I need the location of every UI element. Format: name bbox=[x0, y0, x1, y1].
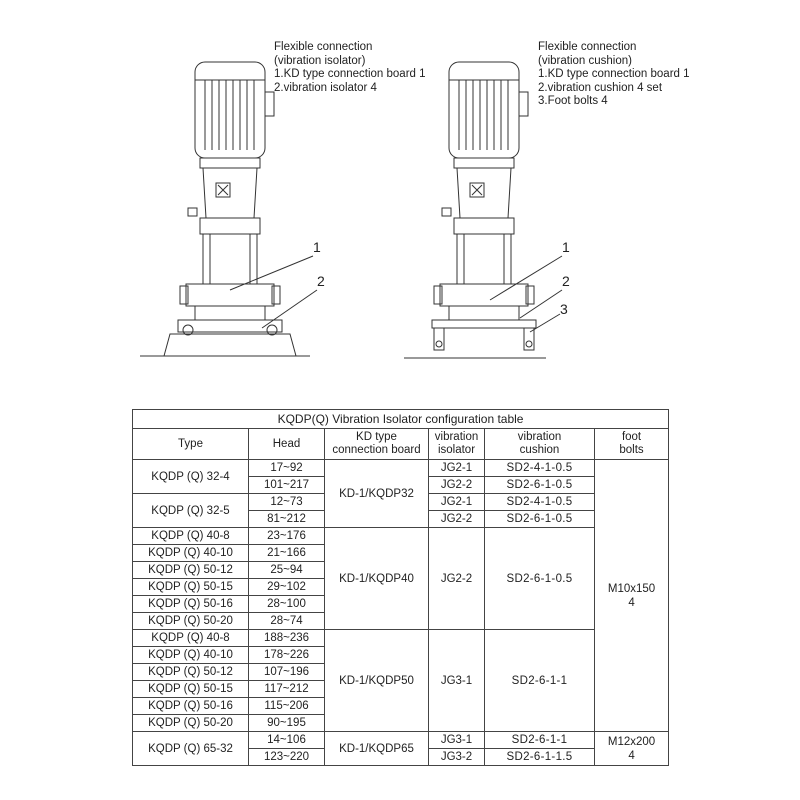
type-cell: KQDP (Q) 32-4 bbox=[133, 460, 249, 494]
head-cell: 90~195 bbox=[249, 715, 325, 732]
right-caption-title: Flexible connection bbox=[538, 41, 637, 53]
type-cell: KQDP (Q) 50-15 bbox=[133, 681, 249, 698]
left-callout-label: 1 bbox=[313, 239, 321, 255]
head-cell: 123~220 bbox=[249, 749, 325, 766]
right-callout-label: 2 bbox=[562, 273, 570, 289]
right-caption-subtitle: (vibration cushion) bbox=[538, 54, 632, 67]
head-cell: 115~206 bbox=[249, 698, 325, 715]
type-cell: KQDP (Q) 40-10 bbox=[133, 545, 249, 562]
head-cell: 25~94 bbox=[249, 562, 325, 579]
bolts-size: M10x150 bbox=[607, 582, 656, 595]
head-cell: 107~196 bbox=[249, 664, 325, 681]
header-line: isolator bbox=[437, 444, 476, 456]
column-header-head: Head bbox=[249, 429, 325, 460]
header-line: connection board bbox=[332, 444, 421, 456]
head-cell: 117~212 bbox=[249, 681, 325, 698]
head-cell: 12~73 bbox=[249, 494, 325, 511]
head-cell: 17~92 bbox=[249, 460, 325, 477]
type-cell: KQDP (Q) 40-8 bbox=[133, 528, 249, 545]
left-caption-title: Flexible connection bbox=[274, 41, 373, 53]
cushion-cell: SD2-6-1-1 bbox=[485, 630, 595, 732]
kd-cell: KD-1/KQDP32 bbox=[325, 460, 429, 528]
isolator-cell: JG2-1 bbox=[429, 460, 485, 477]
left-pump-drawing bbox=[140, 62, 317, 356]
type-cell: KQDP (Q) 40-10 bbox=[133, 647, 249, 664]
right-callout-label: 3 bbox=[560, 301, 568, 317]
cushion-cell: SD2-6-1-1 bbox=[485, 732, 595, 749]
isolator-cell: JG2-2 bbox=[429, 528, 485, 630]
right-caption-item: 3.Foot bolts 4 bbox=[538, 95, 608, 107]
table-title-row bbox=[133, 410, 669, 429]
kd-cell: KD-1/KQDP40 bbox=[325, 528, 429, 630]
isolator-cell: JG2-2 bbox=[429, 511, 485, 528]
head-cell: 81~212 bbox=[249, 511, 325, 528]
head-cell: 188~236 bbox=[249, 630, 325, 647]
cushion-cell: SD2-6-1-0.5 bbox=[485, 528, 595, 630]
isolator-cell: JG3-1 bbox=[429, 630, 485, 732]
head-cell: 29~102 bbox=[249, 579, 325, 596]
cushion-cell: SD2-6-1-0.5 bbox=[485, 511, 595, 528]
type-cell: KQDP (Q) 65-32 bbox=[133, 732, 249, 766]
column-header-isolator bbox=[429, 429, 485, 460]
column-header-cushion bbox=[485, 429, 595, 460]
isolator-cell: JG2-2 bbox=[429, 477, 485, 494]
head-cell: 21~166 bbox=[249, 545, 325, 562]
table-row bbox=[133, 630, 669, 647]
bolts-count: 4 bbox=[628, 596, 635, 609]
header-line: cushion bbox=[519, 444, 560, 456]
head-cell: 28~74 bbox=[249, 613, 325, 630]
type-cell: KQDP (Q) 50-12 bbox=[133, 664, 249, 681]
bolts-cell bbox=[595, 732, 669, 766]
head-cell: 23~176 bbox=[249, 528, 325, 545]
type-cell: KQDP (Q) 50-20 bbox=[133, 613, 249, 630]
head-cell: 28~100 bbox=[249, 596, 325, 613]
table-row bbox=[133, 732, 669, 749]
left-caption-item: 2.vibration isolator 4 bbox=[274, 81, 377, 94]
type-cell: KQDP (Q) 50-12 bbox=[133, 562, 249, 579]
isolator-cell: JG3-1 bbox=[429, 732, 485, 749]
cushion-cell: SD2-6-1-1.5 bbox=[485, 749, 595, 766]
column-header-bolts bbox=[595, 429, 669, 460]
table-title: KQDP(Q) Vibration Isolator configuration table bbox=[133, 410, 669, 429]
header-line: foot bbox=[621, 431, 642, 443]
left-caption-item: 1.KD type connection board 1 bbox=[274, 68, 426, 80]
header-line: KD type bbox=[356, 431, 397, 443]
table-row bbox=[133, 528, 669, 545]
type-cell: KQDP (Q) 50-20 bbox=[133, 715, 249, 732]
table-header-row bbox=[133, 429, 669, 460]
kd-cell: KD-1/KQDP50 bbox=[325, 630, 429, 732]
right-callout-label: 1 bbox=[562, 239, 570, 255]
kd-cell: KD-1/KQDP65 bbox=[325, 732, 429, 766]
bolts-count: 4 bbox=[628, 749, 635, 762]
vibration-isolator-config-table bbox=[132, 409, 669, 766]
head-cell: 14~106 bbox=[249, 732, 325, 749]
cushion-cell: SD2-6-1-0.5 bbox=[485, 477, 595, 494]
type-cell: KQDP (Q) 40-8 bbox=[133, 630, 249, 647]
right-caption-item: 1.KD type connection board 1 bbox=[538, 68, 690, 80]
head-cell: 101~217 bbox=[249, 477, 325, 494]
bolts-size: M12x200 bbox=[607, 735, 656, 748]
bolts-cell bbox=[595, 460, 669, 732]
type-cell: KQDP (Q) 50-16 bbox=[133, 596, 249, 613]
right-pump-drawing bbox=[404, 62, 562, 358]
cushion-cell: SD2-4-1-0.5 bbox=[485, 494, 595, 511]
column-header-type: Type bbox=[133, 429, 249, 460]
type-cell: KQDP (Q) 50-16 bbox=[133, 698, 249, 715]
left-callout-label: 2 bbox=[317, 273, 325, 289]
column-header-kd bbox=[325, 429, 429, 460]
cushion-cell: SD2-4-1-0.5 bbox=[485, 460, 595, 477]
table-row bbox=[133, 460, 669, 477]
header-line: bolts bbox=[619, 444, 644, 456]
isolator-cell: JG3-2 bbox=[429, 749, 485, 766]
left-caption-subtitle: (vibration isolator) bbox=[274, 54, 366, 67]
type-cell: KQDP (Q) 50-15 bbox=[133, 579, 249, 596]
type-cell: KQDP (Q) 32-5 bbox=[133, 494, 249, 528]
head-cell: 178~226 bbox=[249, 647, 325, 664]
isolator-cell: JG2-1 bbox=[429, 494, 485, 511]
right-caption-item: 2.vibration cushion 4 set bbox=[538, 81, 663, 94]
header-line: vibration bbox=[517, 431, 562, 443]
header-line: vibration bbox=[434, 431, 479, 443]
